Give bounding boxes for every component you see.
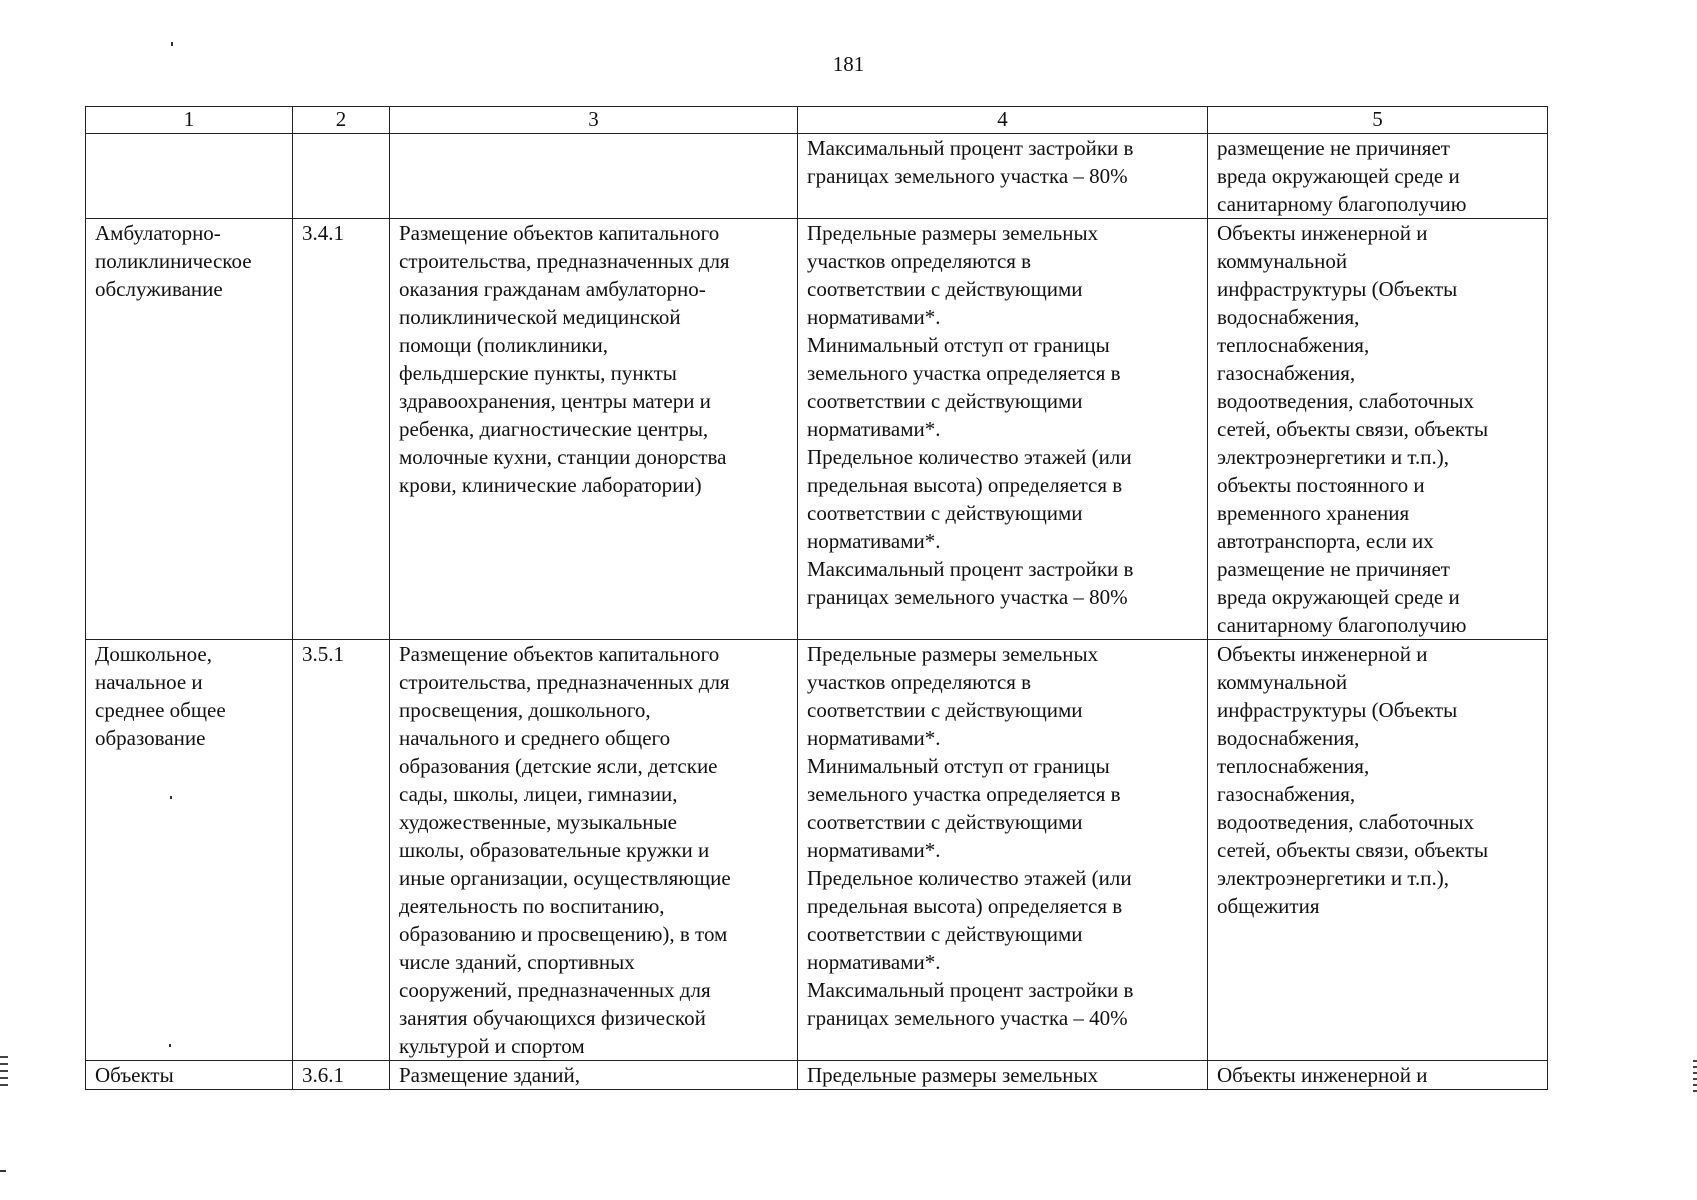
- cell-text-line: школы, образовательные кружки и: [399, 838, 710, 862]
- cell-text-line: предельная высота) определяется в: [807, 473, 1123, 497]
- scan-speck: [170, 796, 172, 799]
- cell-text-line: сетей, объекты связи, объекты: [1217, 417, 1489, 441]
- cell-text-line: границах земельного участка – 80%: [807, 164, 1128, 188]
- cell-text-line: поликлинической медицинской: [399, 305, 681, 329]
- cell-text-line: соответствии с действующими: [807, 389, 1083, 413]
- cell-text-line: электроэнергетики и т.п.),: [1217, 445, 1449, 469]
- cell-text-line: нормативами*.: [807, 305, 941, 329]
- cell-parameters: [798, 134, 1208, 219]
- cell-text-line: молочные кухни, станции донорства: [399, 445, 727, 469]
- cell-use-type: [86, 640, 293, 1061]
- cell-parameters: [798, 219, 1208, 640]
- cell-text-line: инфраструктуры (Объекты: [1217, 698, 1458, 722]
- column-header-2: 2: [293, 107, 390, 134]
- cell-text-line: Предельные размеры земельных: [807, 221, 1099, 245]
- cell-text-line: земельного участка определяется в: [807, 361, 1121, 385]
- cell-text-line: автотранспорта, если их: [1217, 529, 1434, 553]
- cell-code: [293, 219, 390, 640]
- cell-auxiliary-uses: [1208, 219, 1548, 640]
- scan-edge-marks-left: [0, 1056, 8, 1091]
- cell-text-line: культурой и спортом: [399, 1034, 585, 1058]
- cell-text-line: временного хранения: [1217, 501, 1410, 525]
- cell-text-line: Максимальный процент застройки в: [807, 978, 1134, 1002]
- cell-text-line: земельного участка определяется в: [807, 782, 1121, 806]
- cell-use-type: [86, 1061, 293, 1090]
- cell-text-line: инфраструктуры (Объекты: [1217, 277, 1458, 301]
- scan-speck: [171, 42, 173, 46]
- column-header-5: 5: [1208, 107, 1548, 134]
- cell-text-line: 3.6.1: [302, 1063, 344, 1087]
- column-header-1: 1: [86, 107, 293, 134]
- cell-text-line: коммунальной: [1217, 249, 1348, 273]
- cell-text-line: Предельное количество этажей (или: [807, 445, 1132, 469]
- cell-text-line: Минимальный отступ от границы: [807, 333, 1110, 357]
- cell-text-line: начального и среднего общего: [399, 726, 671, 750]
- cell-auxiliary-uses: [1208, 134, 1548, 219]
- cell-text-line: объекты постоянного и: [1217, 473, 1425, 497]
- cell-text-line: вреда окружающей среде и: [1217, 585, 1460, 609]
- cell-text-line: помощи (поликлиники,: [399, 333, 609, 357]
- cell-text-line: нормативами*.: [807, 950, 941, 974]
- cell-text-line: соответствии с действующими: [807, 277, 1083, 301]
- cell-description: [390, 134, 798, 219]
- cell-text-line: санитарному благополучию: [1217, 192, 1467, 216]
- cell-description: [390, 1061, 798, 1090]
- cell-text-line: теплоснабжения,: [1217, 754, 1370, 778]
- column-header-3: 3: [390, 107, 798, 134]
- cell-text-line: обслуживание: [95, 277, 223, 301]
- land-use-regulations-table: [85, 106, 1548, 1090]
- cell-text-line: вреда окружающей среде и: [1217, 164, 1460, 188]
- cell-text-line: Размещение зданий,: [399, 1063, 581, 1087]
- cell-text-line: теплоснабжения,: [1217, 333, 1370, 357]
- cell-use-type: [86, 134, 293, 219]
- cell-text-line: предельная высота) определяется в: [807, 894, 1123, 918]
- table-row: [86, 219, 1548, 640]
- cell-text-line: фельдшерские пункты, пункты: [399, 361, 677, 385]
- cell-text-line: нормативами*.: [807, 726, 941, 750]
- table-row-continuation: [86, 134, 1548, 219]
- scan-speck: [0, 1170, 6, 1172]
- cell-text-line: образованию и просвещению), в том: [399, 922, 728, 946]
- cell-text-line: начальное и: [95, 670, 203, 694]
- cell-text-line: 3.5.1: [302, 642, 344, 666]
- cell-text-line: участков определяются в: [807, 670, 1032, 694]
- cell-text-line: оказания гражданам амбулаторно-: [399, 277, 706, 301]
- cell-text-line: водоотведения, слаботочных: [1217, 389, 1475, 413]
- cell-text-line: Амбулаторно-: [95, 221, 221, 245]
- cell-text-line: сады, школы, лицеи, гимназии,: [399, 782, 678, 806]
- cell-text-line: водоснабжения,: [1217, 726, 1360, 750]
- cell-text-line: водоотведения, слаботочных: [1217, 810, 1475, 834]
- cell-text-line: ребенка, диагностические центры,: [399, 417, 709, 441]
- cell-use-type: [86, 219, 293, 640]
- cell-text-line: числе зданий, спортивных: [399, 950, 635, 974]
- cell-code: [293, 1061, 390, 1090]
- cell-text-line: строительства, предназначенных для: [399, 670, 730, 694]
- scan-edge-marks-right: [1693, 1060, 1697, 1096]
- cell-text-line: сооружений, предназначенных для: [399, 978, 711, 1002]
- cell-parameters: [798, 640, 1208, 1061]
- column-header-4: 4: [798, 107, 1208, 134]
- cell-text-line: Дошкольное,: [95, 642, 212, 666]
- cell-text-line: размещение не причиняет: [1217, 557, 1450, 581]
- cell-text-line: общежития: [1217, 894, 1320, 918]
- cell-text-line: соответствии с действующими: [807, 810, 1083, 834]
- cell-code: [293, 640, 390, 1061]
- cell-text-line: газоснабжения,: [1217, 361, 1356, 385]
- cell-text-line: коммунальной: [1217, 670, 1348, 694]
- scan-speck: [169, 1044, 171, 1047]
- table-row: [86, 640, 1548, 1061]
- cell-description: [390, 219, 798, 640]
- cell-text-line: нормативами*.: [807, 529, 941, 553]
- cell-text-line: Максимальный процент застройки в: [807, 136, 1134, 160]
- cell-auxiliary-uses: [1208, 1061, 1548, 1090]
- cell-text-line: соответствии с действующими: [807, 501, 1083, 525]
- cell-text-line: газоснабжения,: [1217, 782, 1356, 806]
- cell-text-line: Размещение объектов капитального: [399, 221, 720, 245]
- cell-text-line: участков определяются в: [807, 249, 1032, 273]
- cell-auxiliary-uses: [1208, 640, 1548, 1061]
- cell-text-line: Предельные размеры земельных: [807, 1063, 1099, 1087]
- cell-text-line: Максимальный процент застройки в: [807, 557, 1134, 581]
- cell-text-line: соответствии с действующими: [807, 922, 1083, 946]
- cell-text-line: художественные, музыкальные: [399, 810, 677, 834]
- cell-parameters: [798, 1061, 1208, 1090]
- cell-text-line: Объекты инженерной и: [1217, 1063, 1428, 1087]
- cell-text-line: водоснабжения,: [1217, 305, 1360, 329]
- cell-text-line: сетей, объекты связи, объекты: [1217, 838, 1489, 862]
- cell-text-line: Минимальный отступ от границы: [807, 754, 1110, 778]
- cell-text-line: образования (детские ясли, детские: [399, 754, 718, 778]
- cell-text-line: нормативами*.: [807, 417, 941, 441]
- cell-text-line: границах земельного участка – 80%: [807, 585, 1128, 609]
- cell-description: [390, 640, 798, 1061]
- cell-text-line: Объекты: [95, 1063, 174, 1087]
- cell-text-line: Предельное количество этажей (или: [807, 866, 1132, 890]
- page-number: 181: [832, 52, 865, 76]
- cell-text-line: размещение не причиняет: [1217, 136, 1450, 160]
- cell-text-line: поликлиническое: [95, 249, 252, 273]
- cell-text-line: санитарному благополучию: [1217, 613, 1467, 637]
- cell-text-line: границах земельного участка – 40%: [807, 1006, 1128, 1030]
- cell-text-line: строительства, предназначенных для: [399, 249, 730, 273]
- cell-text-line: здравоохранения, центры матери и: [399, 389, 711, 413]
- cell-text-line: электроэнергетики и т.п.),: [1217, 866, 1449, 890]
- cell-text-line: деятельность по воспитанию,: [399, 894, 665, 918]
- cell-text-line: просвещения, дошкольного,: [399, 698, 651, 722]
- cell-text-line: крови, клинические лаборатории): [399, 473, 702, 497]
- table-header-row: [86, 107, 1548, 134]
- cell-text-line: 3.4.1: [302, 221, 344, 245]
- cell-text-line: Размещение объектов капитального: [399, 642, 720, 666]
- cell-text-line: образование: [95, 726, 206, 750]
- table-row: [86, 1061, 1548, 1090]
- cell-text-line: Объекты инженерной и: [1217, 642, 1428, 666]
- cell-text-line: соответствии с действующими: [807, 698, 1083, 722]
- cell-text-line: Предельные размеры земельных: [807, 642, 1099, 666]
- cell-text-line: Объекты инженерной и: [1217, 221, 1428, 245]
- cell-code: [293, 134, 390, 219]
- cell-text-line: среднее общее: [95, 698, 226, 722]
- cell-text-line: нормативами*.: [807, 838, 941, 862]
- cell-text-line: занятия обучающихся физической: [399, 1006, 706, 1030]
- cell-text-line: иные организации, осуществляющие: [399, 866, 731, 890]
